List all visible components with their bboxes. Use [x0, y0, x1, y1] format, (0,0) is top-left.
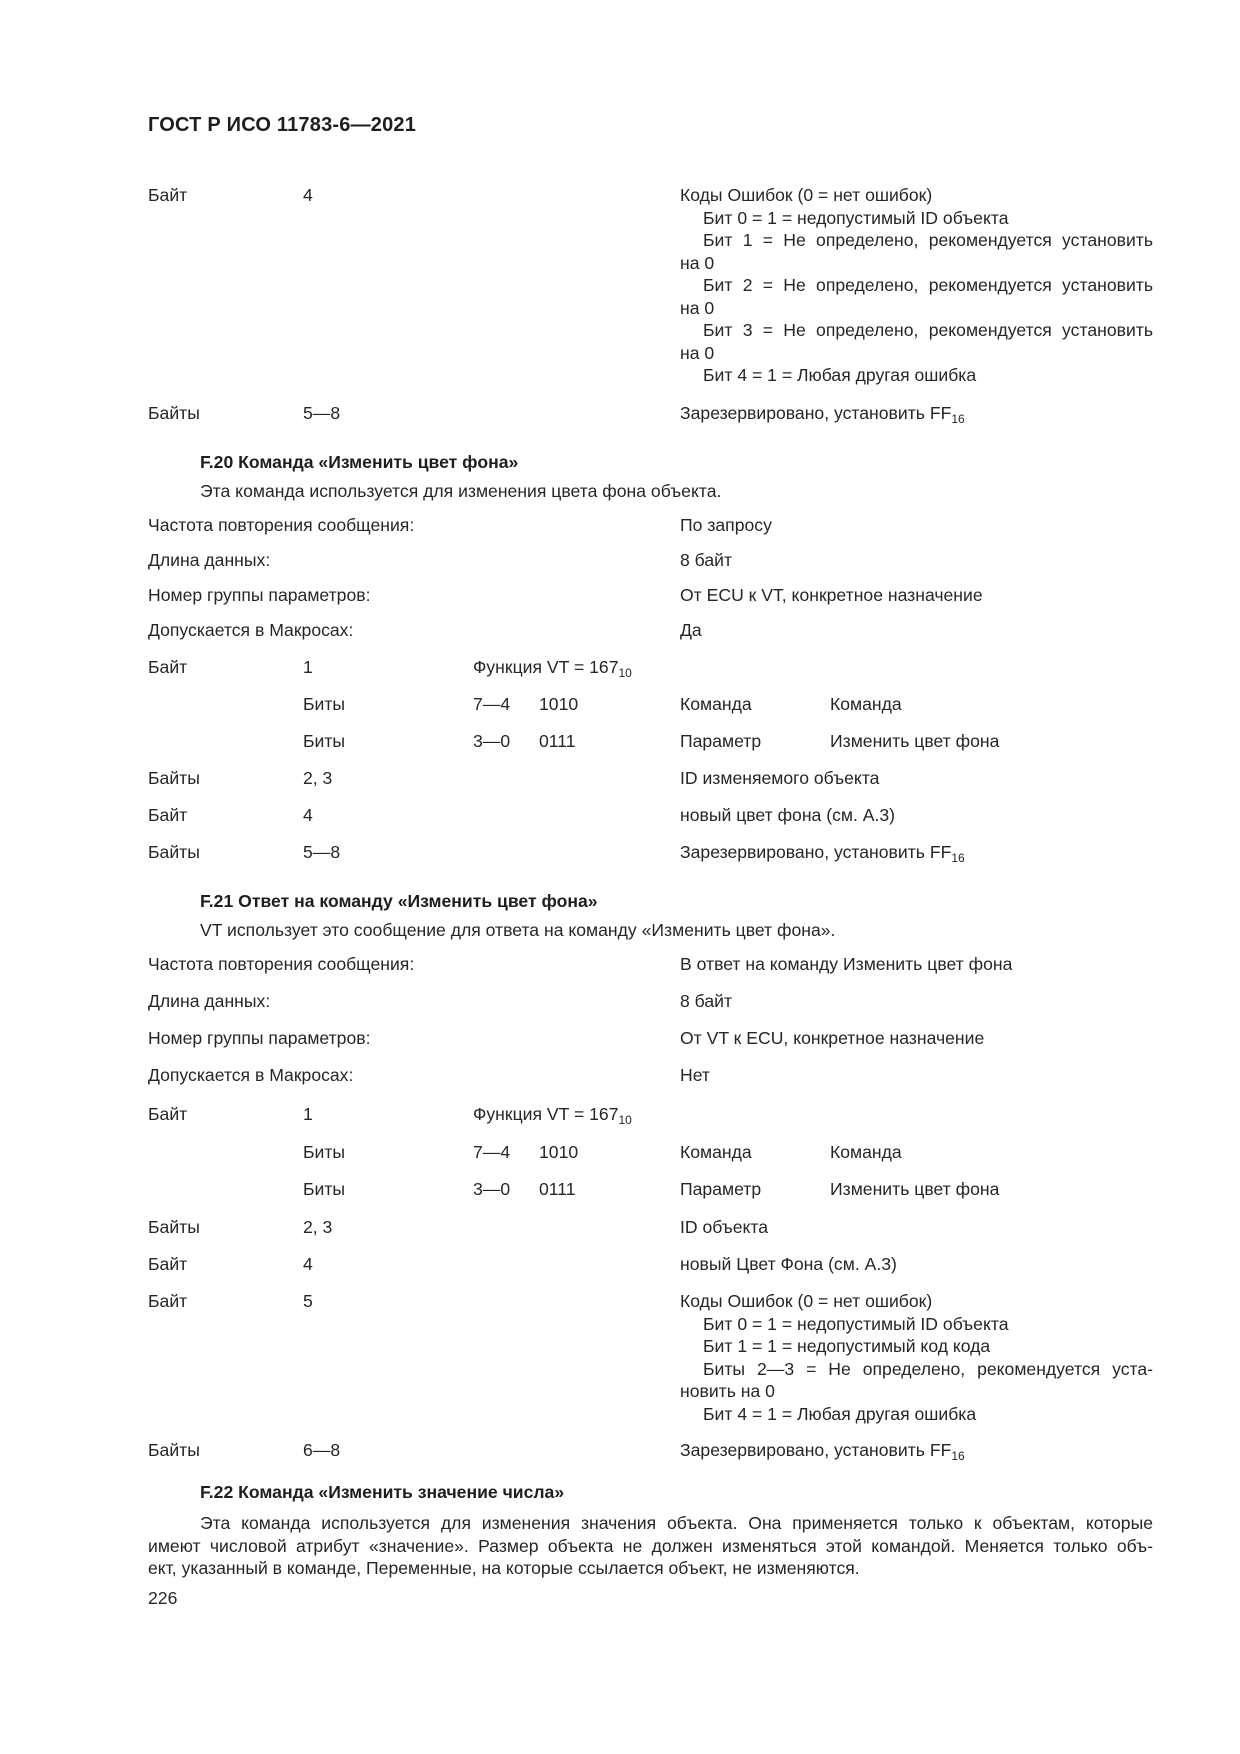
prop-label: Номер группы параметров:: [148, 1028, 371, 1048]
paragraph-line: имеют числовой атрибут «значение». Размер объекта не должен изменяться этой командой. Меняется только объ-: [148, 1535, 1153, 1556]
error-codes-title: Коды Ошибок (0 = нет ошибок): [680, 185, 933, 205]
reserved-row: [0, 841, 1240, 865]
section-intro: VT использует это сообщение для ответа на команду «Изменить цвет фона».: [200, 920, 836, 940]
section-intro: Эта команда используется для изменения цвета фона объекта.: [200, 481, 722, 501]
bits-name: Параметр: [680, 1179, 762, 1199]
byte-desc: новый цвет фона (см. А.3): [680, 805, 896, 825]
bits-desc: Изменить цвет фона: [830, 1179, 1000, 1199]
byte-label: Байты: [148, 768, 200, 788]
bits-row: [0, 730, 1240, 754]
section-heading-f22: F.22 Команда «Изменить значение числа»: [200, 1482, 565, 1502]
byte-desc: ID объекта: [680, 1217, 769, 1237]
prop-row: [0, 1064, 1240, 1088]
byte-number: 2, 3: [303, 1217, 333, 1237]
error-bit-line: Бит 4 = 1 = Любая другая ошибка: [703, 365, 977, 385]
vt-function: Функция VT = $167_{10}$: [473, 657, 632, 680]
byte-number: 5: [303, 1291, 313, 1311]
byte-number: 4: [303, 185, 313, 205]
section-paragraph: [148, 1512, 1153, 1580]
prop-value: По запросу: [680, 515, 772, 535]
byte-row: [0, 1216, 1240, 1240]
byte-row: [0, 1253, 1240, 1277]
prop-label: Частота повторения сообщения:: [148, 515, 415, 535]
byte1-row: [0, 1103, 1240, 1127]
prop-label: Частота повторения сообщения:: [148, 954, 415, 974]
error-bit-line: Бит 1 = 1 = недопустимый код кода: [703, 1336, 991, 1356]
bits-desc: Команда: [830, 694, 902, 714]
error-codes-block: [680, 184, 1153, 387]
error-bit-line: Биты 2—3 = Не определено, рекомендуется уста-: [703, 1358, 1153, 1379]
bits-label: Биты: [303, 1142, 346, 1162]
byte-label: Байты: [148, 1440, 200, 1460]
byte-desc: ID изменяемого объекта: [680, 768, 880, 788]
error-bit-line: Бит 0 = 1 = недопустимый ID объекта: [703, 1313, 1009, 1334]
section-heading-f21: F.21 Ответ на команду «Изменить цвет фона»: [200, 891, 598, 911]
byte-label: Байт: [148, 657, 188, 677]
byte-label: Байт: [148, 1254, 188, 1274]
prop-row: [0, 953, 1240, 977]
bits-desc: Команда: [830, 1142, 902, 1162]
bits-row: [0, 1178, 1240, 1202]
error-bit-line: новить на 0: [680, 1381, 775, 1401]
bits-label: Биты: [303, 694, 346, 714]
bits-value: 0111: [539, 1179, 576, 1199]
byte-label: Байт: [148, 1291, 188, 1311]
paragraph-line: ект, указанный в команде, Переменные, на которые ссылается объект, не изменяются.: [148, 1558, 860, 1578]
prop-value: От VT к ECU, конкретное назначение: [680, 1028, 985, 1048]
prop-value: Нет: [680, 1065, 710, 1085]
prop-label: Допускается в Макросах:: [148, 620, 354, 640]
error-bit-line: Бит 2 = Не определено, рекомендуется установить: [703, 275, 1153, 295]
error-codes-title: Коды Ошибок (0 = нет ошибок): [680, 1291, 933, 1311]
vt-function: Функция VT = $167_{10}$: [473, 1104, 632, 1127]
prop-row: [0, 619, 1240, 643]
byte-number: 1: [303, 657, 313, 677]
error-bit-line: на 0: [680, 342, 715, 363]
paragraph-line: Эта команда используется для изменения значения объекта. Она применяется только к объектам, которые: [200, 1513, 1153, 1533]
bits-name: Команда: [680, 1142, 752, 1162]
byte-label: Байт: [148, 805, 188, 825]
bits-range: 7—4: [473, 694, 511, 714]
error-bit-line: Бит 0 = 1 = недопустимый ID объекта: [703, 207, 1009, 228]
byte-label: Байты: [148, 842, 200, 862]
prop-row: [0, 549, 1240, 573]
document-header: ГОСТ Р ИСО 11783-6—2021: [148, 114, 417, 136]
bits-desc: Изменить цвет фона: [830, 731, 1000, 751]
bits-value: 1010: [539, 1142, 579, 1162]
prop-value: От ECU к VT, конкретное назначение: [680, 585, 983, 605]
prop-value: 8 байт: [680, 550, 733, 570]
reserved-text: Зарезервировано, установить $FF_{16}$: [680, 842, 965, 865]
byte1-row: [0, 656, 1240, 680]
error-bit-line: Бит 4 = 1 = Любая другая ошибка: [703, 1403, 977, 1424]
prop-value: В ответ на команду Изменить цвет фона: [680, 954, 1013, 974]
bits-value: 0111: [539, 731, 576, 751]
byte-label: Байты: [148, 403, 200, 423]
bits-value: 1010: [539, 694, 579, 714]
bits-row: [0, 1141, 1240, 1165]
page-number: 226: [148, 1588, 178, 1608]
byte-desc: новый Цвет Фона (см. А.3): [680, 1254, 897, 1274]
byte-label: Байты: [148, 1217, 200, 1237]
bits-range: 3—0: [473, 1179, 511, 1199]
byte-number: 6—8: [303, 1440, 341, 1460]
bits-label: Биты: [303, 1179, 346, 1199]
bits-row: [0, 693, 1240, 717]
byte-label: Байт: [148, 185, 188, 205]
byte-number: 5—8: [303, 403, 341, 423]
byte-number: 1: [303, 1104, 313, 1124]
error-bit-line: на 0: [680, 252, 715, 273]
prop-row: [0, 1027, 1240, 1051]
error-codes-block: [680, 1290, 1153, 1425]
bits-range: 7—4: [473, 1142, 511, 1162]
byte-number: 4: [303, 805, 313, 825]
error-bit-line: Бит 3 = Не определено, рекомендуется установить: [703, 320, 1153, 340]
byte-row: [0, 804, 1240, 828]
prop-value: Да: [680, 620, 702, 640]
prop-label: Длина данных:: [148, 550, 271, 570]
byte-number: 5—8: [303, 842, 341, 862]
error-bit-line: на 0: [680, 297, 715, 318]
prop-label: Номер группы параметров:: [148, 585, 371, 605]
byte-number: 2, 3: [303, 768, 333, 788]
bits-name: Параметр: [680, 731, 762, 751]
prop-label: Длина данных:: [148, 991, 271, 1011]
error-bit-line: Бит 1 = Не определено, рекомендуется установить: [703, 230, 1153, 250]
prop-value: 8 байт: [680, 991, 733, 1011]
bits-label: Биты: [303, 731, 346, 751]
bits-range: 3—0: [473, 731, 511, 751]
reserved-row: [0, 402, 1240, 426]
reserved-row: [0, 1439, 1240, 1463]
prop-row: [0, 584, 1240, 608]
prop-label: Допускается в Макросах:: [148, 1065, 354, 1085]
byte-label: Байт: [148, 1104, 188, 1124]
bits-name: Команда: [680, 694, 752, 714]
prop-row: [0, 990, 1240, 1014]
reserved-text: Зарезервировано, установить $FF_{16}$: [680, 403, 965, 426]
reserved-text: Зарезервировано, установить $FF_{16}$: [680, 1440, 965, 1463]
byte-row: [0, 767, 1240, 791]
section-heading-f20: F.20 Команда «Изменить цвет фона»: [200, 452, 519, 472]
prop-row: [0, 514, 1240, 538]
byte-number: 4: [303, 1254, 313, 1274]
